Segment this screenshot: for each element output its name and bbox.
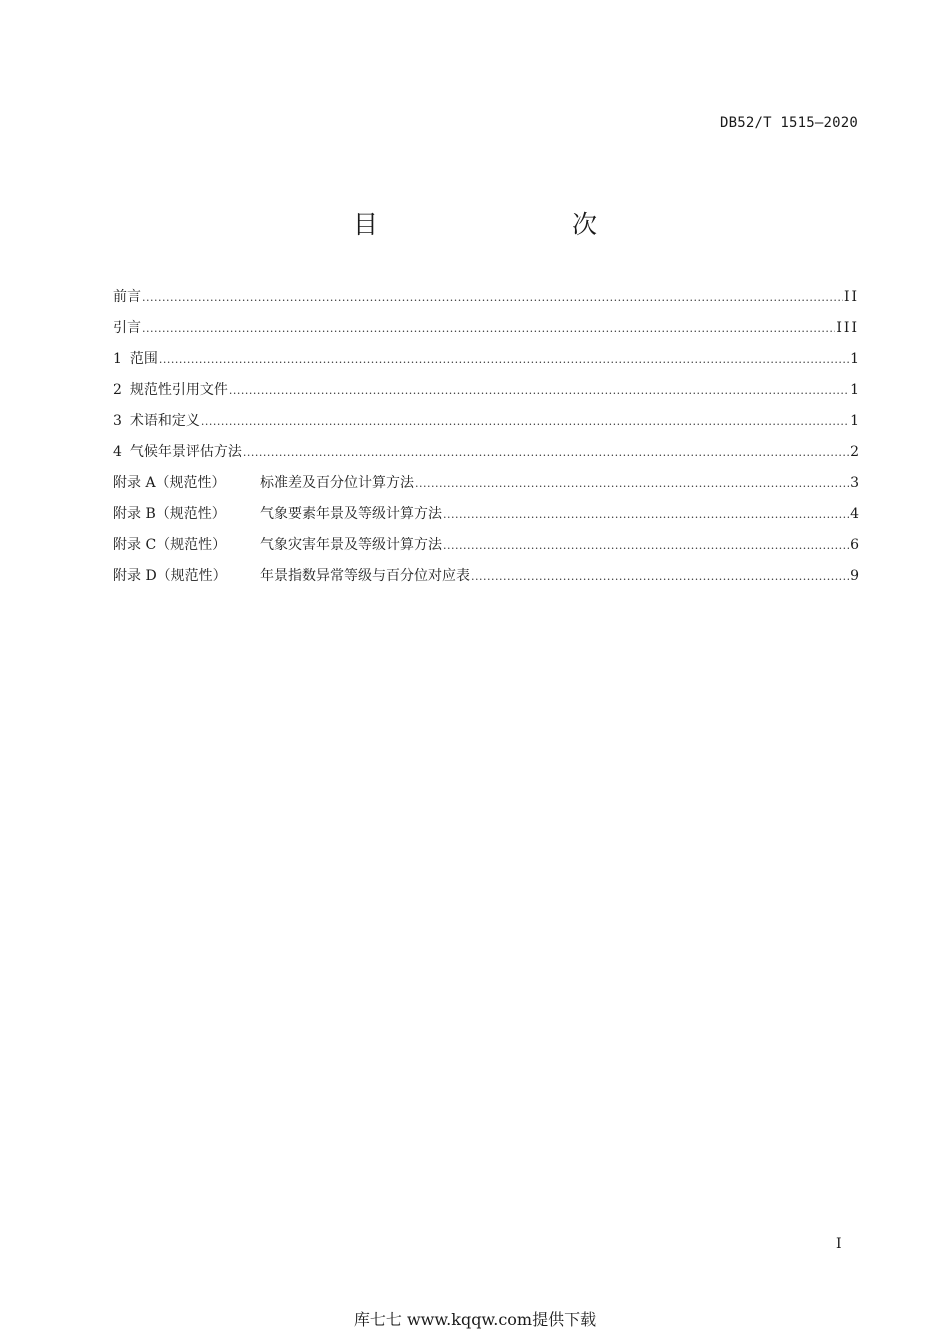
- toc-entry-text: 引言: [113, 320, 141, 336]
- annex-label: 附录 A（规范性）: [113, 475, 226, 491]
- toc-entry-page: 1: [850, 382, 859, 398]
- toc-entry-title: 标准差及百分位计算方法: [260, 475, 414, 491]
- dot-leader: [201, 411, 849, 433]
- toc-entry-text: [113, 348, 158, 370]
- toc-entry-title: 术语和定义: [129, 413, 200, 429]
- toc-entry-title: 年景指数异常等级与百分位对应表: [260, 568, 470, 584]
- toc-entry-assessment-method[interactable]: [113, 441, 859, 472]
- toc-entry-page: III: [836, 320, 859, 336]
- toc-entry-page: 1: [850, 413, 859, 429]
- toc-entry-text: [113, 441, 242, 463]
- toc-entry-introduction[interactable]: [113, 317, 859, 348]
- toc-entry-text: [113, 379, 228, 401]
- dot-leader: [142, 318, 835, 340]
- toc-entry-title: 范围: [129, 351, 158, 367]
- download-footer: 库七七 www.kqqw.com提供下载: [353, 1310, 597, 1329]
- toc-entry-page: II: [843, 289, 859, 305]
- annex-label: 附录 C（规范性）: [113, 537, 227, 553]
- toc-entry-title: 气象灾害年景及等级计算方法: [260, 537, 442, 553]
- toc-entry-annex-c[interactable]: [113, 534, 859, 565]
- toc-entry-title: 气象要素年景及等级计算方法: [260, 506, 442, 522]
- toc-entry-page: 2: [850, 444, 859, 460]
- toc-entry-annex-b[interactable]: [113, 503, 859, 534]
- toc-entry-text: [113, 503, 442, 525]
- annex-label: 附录 B（规范性）: [113, 506, 226, 522]
- dot-leader: [159, 349, 849, 371]
- dot-leader: [229, 380, 849, 402]
- standard-code: DB52/T 1515—2020: [719, 115, 858, 131]
- toc-entry-annex-d[interactable]: [113, 565, 859, 596]
- page-title: 目 次: [352, 210, 645, 239]
- toc-entry-page: 9: [850, 568, 859, 584]
- toc-entry-title: 规范性引用文件: [129, 382, 228, 398]
- toc-entry-annex-a[interactable]: [113, 472, 859, 503]
- toc-entry-normative-references[interactable]: [113, 379, 859, 410]
- toc-entry-number: 2: [113, 382, 122, 398]
- toc-entry-page: 6: [850, 537, 859, 553]
- table-of-contents: [113, 286, 859, 596]
- toc-entry-text: 前言: [113, 289, 141, 305]
- toc-entry-text: [113, 410, 200, 432]
- toc-entry-text: [113, 534, 442, 556]
- annex-label: 附录 D（规范性）: [113, 568, 227, 584]
- toc-entry-page: 1: [850, 351, 859, 367]
- toc-entry-foreword[interactable]: [113, 286, 859, 317]
- dot-leader: [243, 442, 849, 464]
- dot-leader: [142, 287, 843, 309]
- toc-entry-scope[interactable]: [113, 348, 859, 379]
- toc-entry-text: [113, 472, 414, 494]
- dot-leader: [415, 473, 849, 495]
- toc-entry-number: 3: [113, 413, 122, 429]
- toc-entry-number: 1: [113, 351, 122, 367]
- dot-leader: [443, 535, 849, 557]
- page-number: I: [836, 1236, 842, 1252]
- toc-entry-text: [113, 565, 470, 587]
- dot-leader: [443, 504, 849, 526]
- toc-entry-page: 3: [850, 475, 859, 491]
- dot-leader: [471, 566, 849, 588]
- toc-entry-terms-definitions[interactable]: [113, 410, 859, 441]
- toc-entry-number: 4: [113, 444, 122, 460]
- toc-entry-page: 4: [850, 506, 859, 522]
- toc-entry-title: 气候年景评估方法: [129, 444, 242, 460]
